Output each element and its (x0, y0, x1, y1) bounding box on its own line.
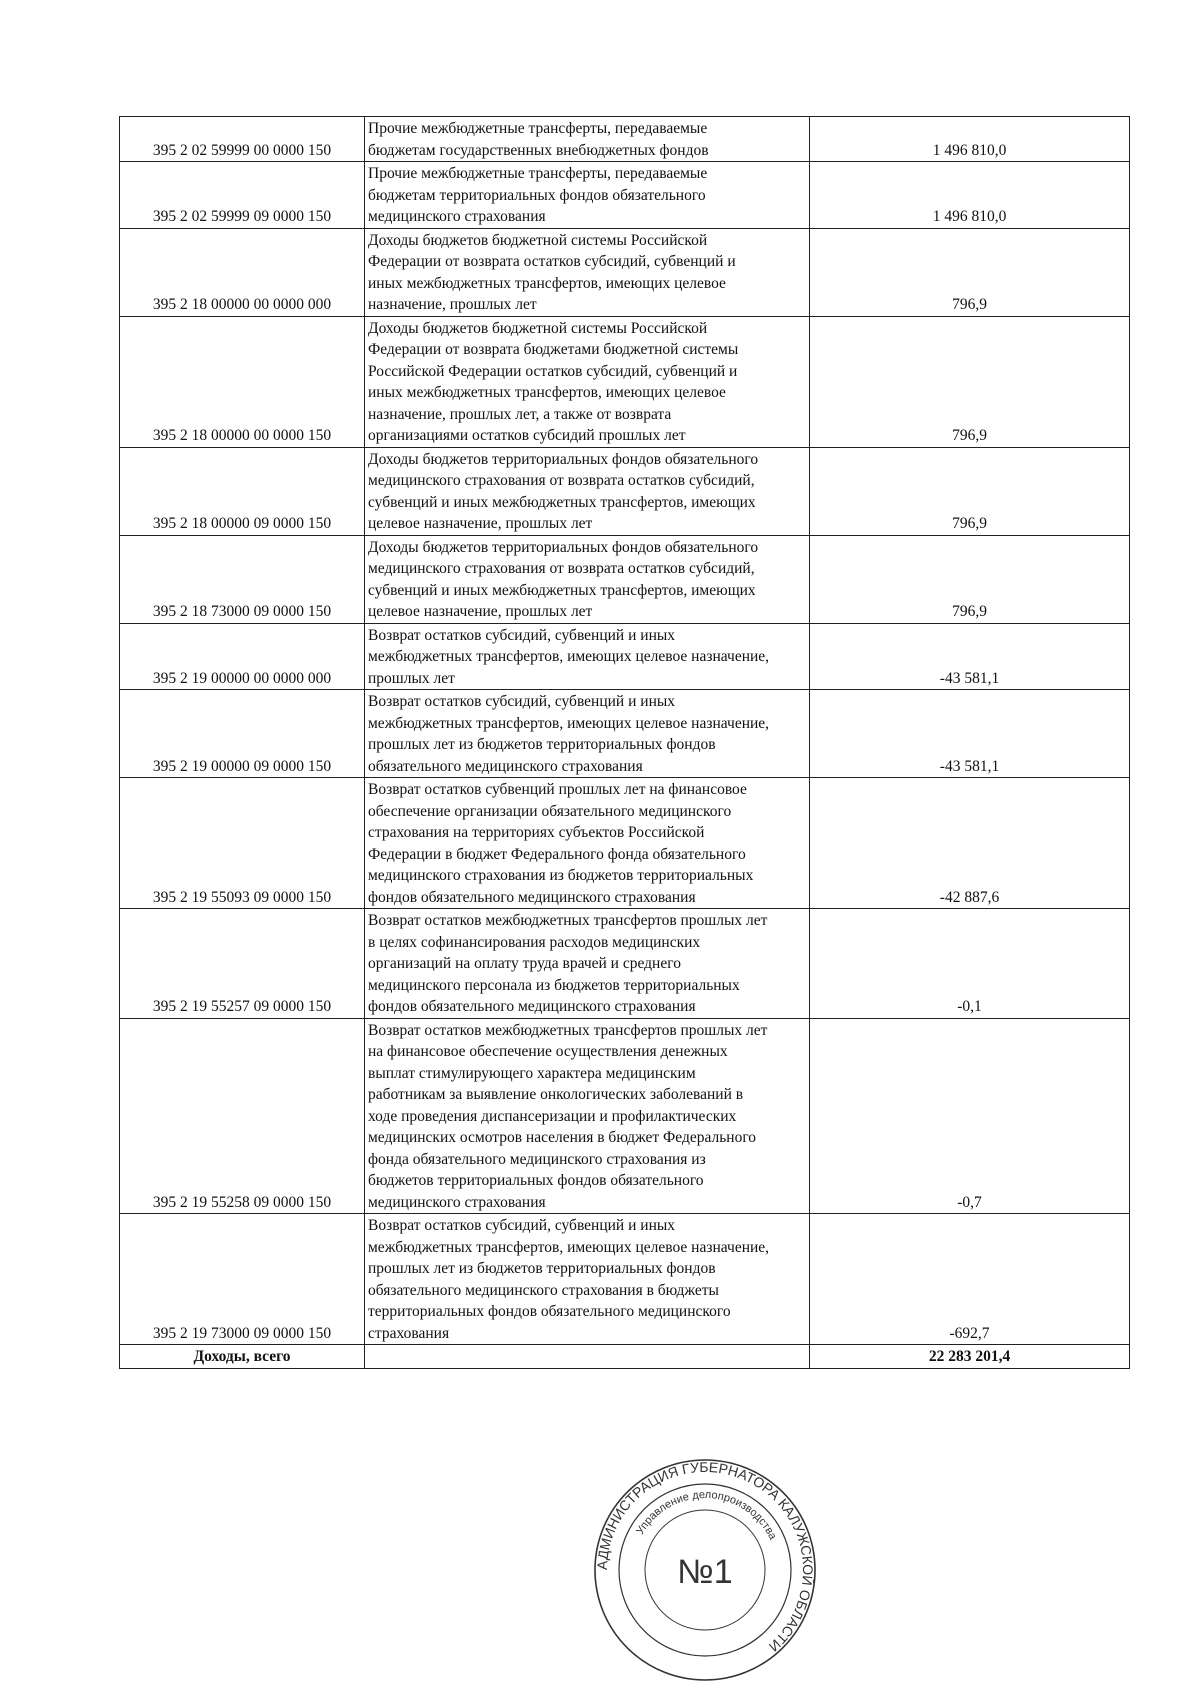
income-name-line: прошлых лет (368, 669, 455, 687)
income-name-line: фонда обязательного медицинского страхования из (368, 1150, 706, 1168)
amount-cell: 796,9 (810, 228, 1130, 316)
income-name-line: медицинского страхования от возврата остатков субсидий, (368, 472, 755, 489)
income-name-line: Возврат остатков субвенций прошлых лет на финансовое (368, 781, 747, 798)
seal-outer-text: АДМИНИСТРАЦИЯ ГУБЕРНАТОРА КАЛУЖСКОЙ ОБЛАСТИ (593, 1458, 817, 1655)
income-name-cell (365, 909, 810, 1019)
budget-code-cell: 395 2 19 55258 09 0000 150 (120, 1018, 365, 1214)
income-name-line: фондов обязательного медицинского страхования (368, 998, 696, 1015)
income-name-line: на финансовое обеспечение осуществления денежных (368, 1043, 728, 1060)
income-name-line: страхования на территориях субъектов Российской (368, 824, 705, 841)
budget-code-cell: 395 2 19 00000 09 0000 150 (120, 690, 365, 778)
income-name-line: назначение, прошлых лет (368, 296, 537, 313)
table-row (120, 535, 1130, 623)
amount-cell: 1 496 810,0 (810, 162, 1130, 229)
table-row (120, 690, 1130, 778)
table-row (120, 316, 1130, 447)
income-name-line: субвенций и иных межбюджетных трансфертов, имеющих (368, 581, 756, 599)
table-row (120, 778, 1130, 909)
amount-cell: -42 887,6 (810, 778, 1130, 909)
seal-graphic (590, 1455, 820, 1685)
income-name-line: субвенций и иных межбюджетных трансфертов, имеющих (368, 493, 756, 511)
total-row (120, 1345, 1130, 1369)
income-name-line: фондов обязательного медицинского страхования (368, 888, 696, 906)
amount-cell: -692,7 (810, 1214, 1130, 1345)
amount-cell: 796,9 (810, 535, 1130, 623)
income-name-line: целевое назначение, прошлых лет (368, 515, 593, 532)
income-name-cell (365, 1018, 810, 1214)
income-name-line: выплат стимулирующего характера медицинским (368, 1064, 696, 1082)
income-name-line: Возврат остатков субсидий, субвенций и иных (368, 693, 676, 710)
income-name-line: медицинского страхования (368, 208, 546, 225)
income-name-line: Доходы бюджетов территориальных фондов обязательного (368, 538, 759, 556)
income-name-line: территориальных фондов обязательного медицинского (368, 1303, 731, 1320)
income-name-cell (365, 162, 810, 229)
budget-code-cell: 395 2 19 55093 09 0000 150 (120, 778, 365, 909)
income-name-line: Возврат остатков межбюджетных трансфертов прошлых лет (368, 912, 768, 929)
budget-code-cell: 395 2 18 73000 09 0000 150 (120, 535, 365, 623)
budget-code-cell: 395 2 18 00000 00 0000 000 (120, 228, 365, 316)
income-name-line: Доходы бюджетов бюджетной системы Российской (368, 231, 708, 249)
income-name-line: межбюджетных трансфертов, имеющих целевое назначение, (368, 648, 770, 665)
budget-code-cell: 395 2 19 00000 00 0000 000 (120, 623, 365, 690)
income-name-line: Возврат остатков субсидий, субвенций и иных (368, 1217, 676, 1234)
amount-cell: -0,1 (810, 909, 1130, 1019)
official-seal (590, 1455, 820, 1685)
income-name-line: иных межбюджетных трансфертов, имеющих целевое (368, 274, 726, 292)
income-name-line: организаций на оплату труда врачей и среднего (368, 955, 681, 972)
income-name-line: медицинского страхования от возврата остатков субсидий, (368, 560, 755, 577)
total-amount: 22 283 201,4 (810, 1345, 1130, 1369)
income-name-line: Доходы бюджетов бюджетной системы Российской (368, 319, 708, 337)
amount-cell: -43 581,1 (810, 690, 1130, 778)
income-name-cell (365, 117, 810, 162)
table-row (120, 447, 1130, 535)
budget-code-cell: 395 2 02 59999 09 0000 150 (120, 162, 365, 229)
income-name-line: Федерации в бюджет Федерального фонда обязательного (368, 845, 746, 863)
income-name-line: Возврат остатков субсидий, субвенций и иных (368, 626, 676, 644)
table-row (120, 909, 1130, 1019)
income-name-line: бюджетам государственных внебюджетных фондов (368, 141, 709, 159)
income-name-line: медицинских осмотров населения в бюджет Федерального (368, 1129, 757, 1146)
income-name-cell (365, 228, 810, 316)
amount-cell: 796,9 (810, 447, 1130, 535)
table-row (120, 228, 1130, 316)
income-table-body (120, 117, 1130, 1369)
income-name-line: медицинского страхования из бюджетов территориальных (368, 867, 754, 884)
seal-number: №1 (677, 1553, 733, 1591)
income-name-line: межбюджетных трансфертов, имеющих целевое назначение, (368, 714, 770, 732)
income-name-line: бюджетам территориальных фондов обязательного (368, 186, 706, 204)
table-row (120, 1018, 1130, 1214)
income-name-cell (365, 623, 810, 690)
income-name-cell (365, 535, 810, 623)
income-name-cell (365, 447, 810, 535)
income-name-line: Возврат остатков межбюджетных трансфертов прошлых лет (368, 1021, 768, 1039)
income-table (119, 116, 1130, 1369)
income-name-line: Российской Федерации остатков субсидий, субвенций и (368, 362, 738, 380)
income-name-line: Прочие межбюджетные трансферты, передаваемые (368, 120, 708, 137)
budget-code-cell: 395 2 19 55257 09 0000 150 (120, 909, 365, 1019)
income-name-cell (365, 1214, 810, 1345)
income-name-line: Доходы бюджетов территориальных фондов обязательного (368, 450, 759, 468)
income-name-line: в целях софинансирования расходов медицинских (368, 933, 701, 951)
income-name-line: обязательного медицинского страхования (368, 757, 643, 775)
income-name-line: медицинского страхования (368, 1193, 546, 1211)
income-name-line: назначение, прошлых лет, а также от возврата (368, 405, 672, 423)
table-row (120, 1214, 1130, 1345)
income-name-line: организациями остатков субсидий прошлых лет (368, 427, 686, 444)
income-name-line: обязательного медицинского страхования в бюджеты (368, 1281, 719, 1299)
income-name-line: медицинского персонала из бюджетов территориальных (368, 976, 740, 994)
budget-code-cell: 395 2 18 00000 00 0000 150 (120, 316, 365, 447)
income-name-line: межбюджетных трансфертов, имеющих целевое назначение, (368, 1238, 770, 1256)
amount-cell: -0,7 (810, 1018, 1130, 1214)
seal-inner-text: Управление делопроизводства (634, 1488, 779, 1542)
income-name-cell (365, 778, 810, 909)
budget-code-cell: 395 2 02 59999 00 0000 150 (120, 117, 365, 162)
income-name-line: иных межбюджетных трансфертов, имеющих целевое (368, 384, 726, 401)
budget-code-cell: 395 2 18 00000 09 0000 150 (120, 447, 365, 535)
income-name-line: прошлых лет из бюджетов территориальных фондов (368, 1260, 716, 1277)
amount-cell: 1 496 810,0 (810, 117, 1130, 162)
income-name-line: ходе проведения диспансеризации и профилактических (368, 1107, 737, 1125)
income-name-line: бюджетов территориальных фондов обязательного (368, 1172, 704, 1189)
income-name-line: обеспечение организации обязательного медицинского (368, 802, 732, 820)
total-label: Доходы, всего (120, 1345, 365, 1369)
amount-cell: -43 581,1 (810, 623, 1130, 690)
table-row (120, 117, 1130, 162)
table-row (120, 162, 1130, 229)
table-row (120, 623, 1130, 690)
income-name-line: прошлых лет из бюджетов территориальных фондов (368, 736, 716, 753)
amount-cell: 796,9 (810, 316, 1130, 447)
budget-code-cell: 395 2 19 73000 09 0000 150 (120, 1214, 365, 1345)
income-name-line: страхования (368, 1324, 450, 1342)
income-name-cell (365, 690, 810, 778)
income-name-line: целевое назначение, прошлых лет (368, 603, 593, 620)
income-name-line: Прочие межбюджетные трансферты, передаваемые (368, 165, 708, 182)
income-name-cell (365, 316, 810, 447)
total-empty-cell (365, 1345, 810, 1369)
income-name-line: работникам за выявление онкологических заболеваний в (368, 1086, 744, 1103)
income-name-line: Федерации от возврата бюджетами бюджетной системы (368, 341, 739, 358)
income-name-line: Федерации от возврата остатков субсидий, субвенций и (368, 253, 736, 270)
